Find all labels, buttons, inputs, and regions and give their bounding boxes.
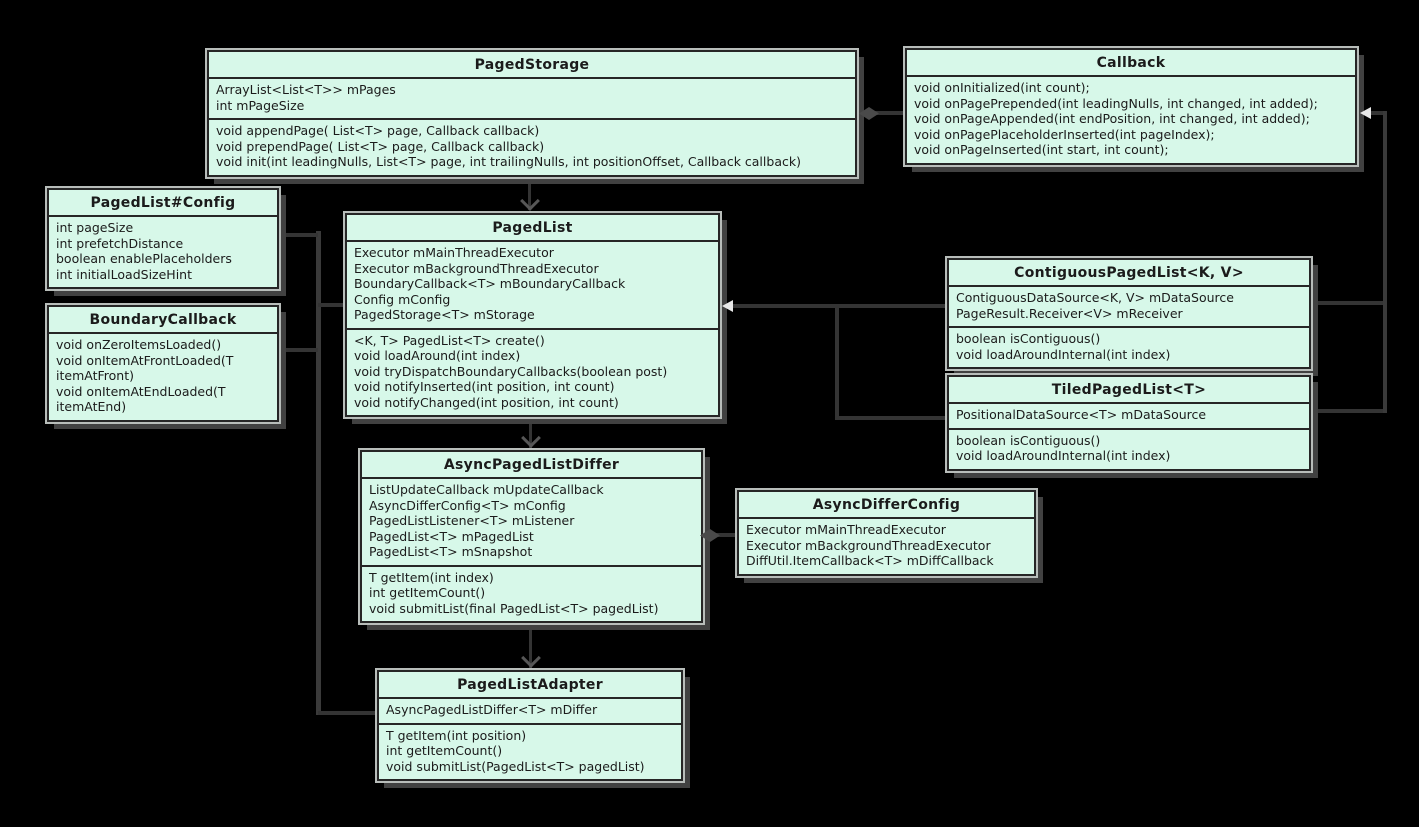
attributes-compartment: AsyncPagedListDiffer<T> mDiffer (379, 697, 681, 723)
class-pagedstorage (207, 50, 857, 177)
inheritance-arrow-pagedlist-icon (722, 300, 733, 312)
class-title: PagedListAdapter (457, 677, 603, 693)
methods-compartment: <K, T> PagedList<T> create() void loadAround(int index) void tryDispatchBoundaryCallbacks(boolean post) void notifyInserted(int position, int count) void notifyChanged(int position, int count) (347, 328, 718, 416)
methods-compartment: void appendPage( List<T> page, Callback callback) void prependPage( List<T> page, Callback callback) void init(int leadingNulls, List<T> page, int trailingNulls, int positionOffset, Callback callback) (209, 118, 855, 175)
class-title: AsyncDifferConfig (812, 497, 961, 513)
connector-right-rail (1383, 111, 1387, 413)
connector-branch-to-tiled (835, 416, 947, 420)
inheritance-arrow-callback-icon (1360, 107, 1371, 119)
methods-compartment: boolean isContiguous() void loadAroundInternal(int index) (949, 326, 1309, 367)
class-tiledpagedlist (947, 375, 1311, 471)
methods-compartment: T getItem(int index) int getItemCount() void submitList(final PagedList<T> pagedList) (362, 565, 701, 622)
class-title: BoundaryCallback (89, 312, 237, 328)
class-pagedlistadapter (377, 670, 683, 781)
class-title: TiledPagedList<T> (1051, 382, 1207, 398)
methods-compartment: boolean isContiguous() void loadAroundInternal(int index) (949, 428, 1309, 469)
methods-compartment: T getItem(int position) int getItemCount() void submitList(PagedList<T> pagedList) (379, 723, 681, 780)
connector-boundarycallback-to-rail (279, 348, 318, 352)
connector-contiguous-to-rail (1313, 301, 1383, 305)
class-title: PagedStorage (474, 57, 590, 73)
class-title: PagedList (492, 220, 573, 236)
class-contiguouspagedlist (947, 258, 1311, 369)
class-asyncpagedlistdiffer (360, 450, 703, 623)
attributes-compartment: Executor mMainThreadExecutor Executor mBackgroundThreadExecutor BoundaryCallback<T> mBoundaryCallback Config mConfig PagedStorage<T> mStorage (347, 240, 718, 328)
class-title: ContiguousPagedList<K, V> (1014, 265, 1244, 281)
connector-branch-vertical (835, 304, 839, 420)
class-callback (905, 48, 1357, 165)
arrowhead-down-pagedlist-icon (520, 191, 540, 211)
class-pagedlist (345, 213, 720, 417)
aggregation-diamond-pagedstorage-icon (859, 107, 879, 120)
class-asyncdifferconfig (737, 490, 1036, 576)
attributes-compartment: ContiguousDataSource<K, V> mDataSource PageResult.Receiver<V> mReceiver (949, 285, 1309, 326)
methods-compartment: void onInitialized(int count); void onPagePrepended(int leadingNulls, int changed, int added); void onPageAppended(int endPosition, int changed, int added); void onPagePlaceholderInserted(int pageIndex); void onPageInserted(int start, int count); (907, 75, 1355, 163)
arrowhead-down-adapter-icon (521, 648, 541, 668)
class-title: AsyncPagedListDiffer (443, 457, 620, 473)
connector-rail-to-pagedlistadapter (318, 711, 378, 715)
class-boundarycallback (47, 305, 279, 422)
class-pagedlist-config (47, 188, 279, 289)
connector-tiled-to-rail (1313, 409, 1383, 413)
attributes-compartment: PositionalDataSource<T> mDataSource (949, 402, 1309, 428)
attributes-compartment: ArrayList<List<T>> mPages int mPageSize (209, 77, 855, 118)
class-title: PagedList#Config (90, 195, 236, 211)
class-title: Callback (1096, 55, 1166, 71)
attributes-compartment: ListUpdateCallback mUpdateCallback AsyncDifferConfig<T> mConfig PagedListListener<T> mListener PagedList<T> mPagedList PagedList<T> mSnapshot (362, 477, 701, 565)
attributes-compartment: int pageSize int prefetchDistance boolean enablePlaceholders int initialLoadSizeHint (49, 215, 277, 287)
arrowhead-down-differ-icon (521, 428, 541, 448)
attributes-compartment: Executor mMainThreadExecutor Executor mBackgroundThreadExecutor DiffUtil.ItemCallback<T> mDiffCallback (739, 517, 1034, 574)
connector-config-to-rail (279, 233, 318, 237)
connector-rail-to-pagedlist (318, 303, 346, 307)
aggregation-diamond-differ-icon (700, 529, 720, 542)
methods-compartment: void onZeroItemsLoaded() void onItemAtFrontLoaded(T itemAtFront) void onItemAtEndLoaded(T itemAtEnd) (49, 332, 277, 420)
